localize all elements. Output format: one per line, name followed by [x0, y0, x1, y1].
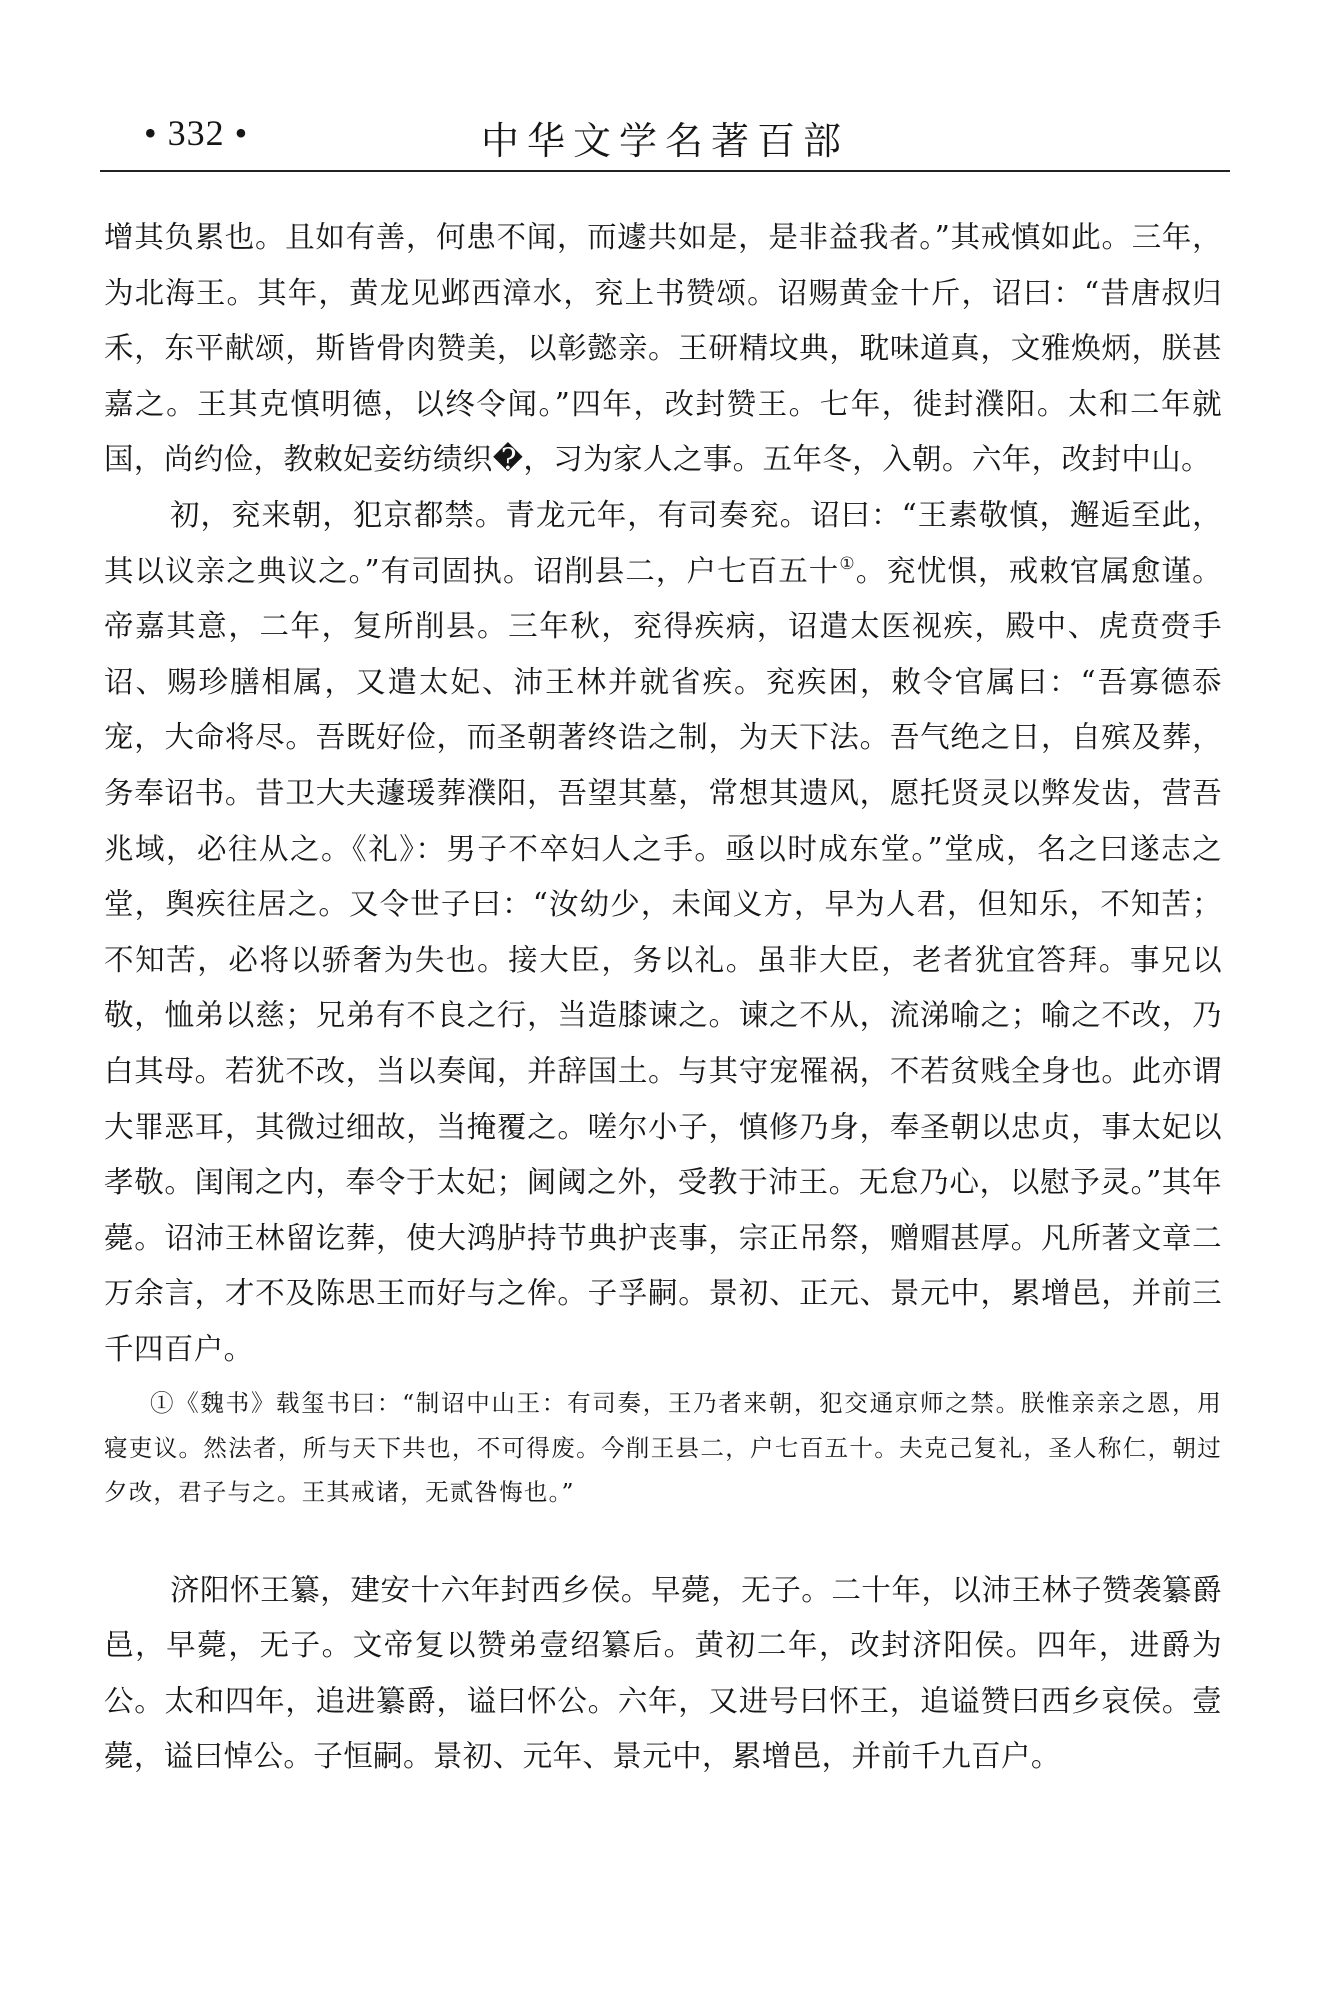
paragraph-1: 增其负累也。且如有善，何患不闻，而遽共如是，是非益我者。”其戒慎如此。三年，为北海王。其年，黄龙见邺西漳水，兖上书赞颂。诏赐黄金十斤，诏曰：“昔唐叔归禾，东平献颂，斯皆骨肉赞美，以彰懿亲。王研精坟典，耽味道真，文雅焕炳，朕甚嘉之。王其克慎明德，以终令闻。”四年，改封赞王。七年，徙封濮阳。太和二年就国，尚约俭，教敕妃妾纺绩织�，习为家人之事。五年冬，入朝。六年，改封中山。: [104, 220, 1222, 477]
section-gap: [104, 1515, 1222, 1563]
header-divider: [100, 170, 1230, 172]
book-title: 中华文学名著百部: [480, 119, 849, 163]
page-header: [100, 112, 1230, 172]
footnote-reference[interactable]: ①: [839, 553, 856, 574]
page-number: • 332 •: [144, 113, 249, 153]
paragraph-2: [104, 488, 1222, 1378]
footnote: ①《魏书》载玺书曰：“制诏中山王：有司奏，王乃者来朝，犯交通京师之禁。朕惟亲亲之恩，用寝吏议。然法者，所与天下共也，不可得废。今削王县二，户七百五十。夫克己复礼，圣人称仁，朝过夕改，君子与之。王其戒诸，无贰咎悔也。”: [104, 1389, 1222, 1507]
paragraph-2-part-1: 初，兖来朝，犯京都禁。青龙元年，有司奏兖。诏曰：“王素敬慎，邂逅至此，其以议亲之典议之。”有司固执。诏削县二，户七百五十: [104, 497, 1222, 588]
paragraph-3: 济阳怀王纂，建安十六年封西乡侯。早薨，无子。二十年，以沛王林子赞袭纂爵邑，早薨，无子。文帝复以赞弟壹绍纂后。黄初二年，改封济阳侯。四年，进爵为公。太和四年，追进纂爵，谥曰怀公。六年，又进号曰怀王，追谥赞曰西乡哀侯。壹薨，谥曰悼公。子恒嗣。景初、元年、景元中，累增邑，并前千九百户。: [104, 1572, 1222, 1774]
paragraph-2-part-2: 。兖忧惧，戒敕官属愈谨。帝嘉其意，二年，复所削县。三年秋，兖得疾病，诏遣太医视疾，殿中、虎贲赍手诏、赐珍膳相属，又遣太妃、沛王林并就省疾。兖疾困，敕令官属曰：“吾寡德忝宠，大命将尽。吾既好俭，而圣朝著终诰之制，为天下法。吾气绝之日，自殡及葬，务奉诏书。昔卫大夫蘧瑗葬濮阳，吾望其墓，常想其遗风，愿托贤灵以弊发齿，营吾兆域，必往从之。《礼》：男子不卒妇人之手。亟以时成东堂。”堂成，名之曰遂志之堂，舆疾往居之。又令世子曰：“汝幼少，未闻义方，早为人君，但知乐，不知苦；不知苦，必将以骄奢为失也。接大臣，务以礼。虽非大臣，老者犹宜答拜。事兄以敬，恤弟以慈；兄弟有不良之行，当造膝谏之。谏之不从，流涕喻之；喻之不改，乃白其母。若犹不改，当以奏闻，并辞国土。与其守宠罹祸，不若贫贱全身也。此亦谓大罪恶耳，其微过细故，当掩覆之。嗟尔小子，慎修乃身，奉圣朝以忠贞，事太妃以孝敬。闺闱之内，奉令于太妃；阃阈之外，受教于沛王。无怠乃心，以慰予灵。”其年薨。诏沛王林留讫葬，使大鸿胪持节典护丧事，宗正吊祭，赠赗甚厚。凡所著文章二万余言，才不及陈思王而好与之侔。子孚嗣。景初、正元、景元中，累增邑，并前三千四百户。: [104, 553, 1222, 1366]
page-body: [104, 210, 1222, 1785]
